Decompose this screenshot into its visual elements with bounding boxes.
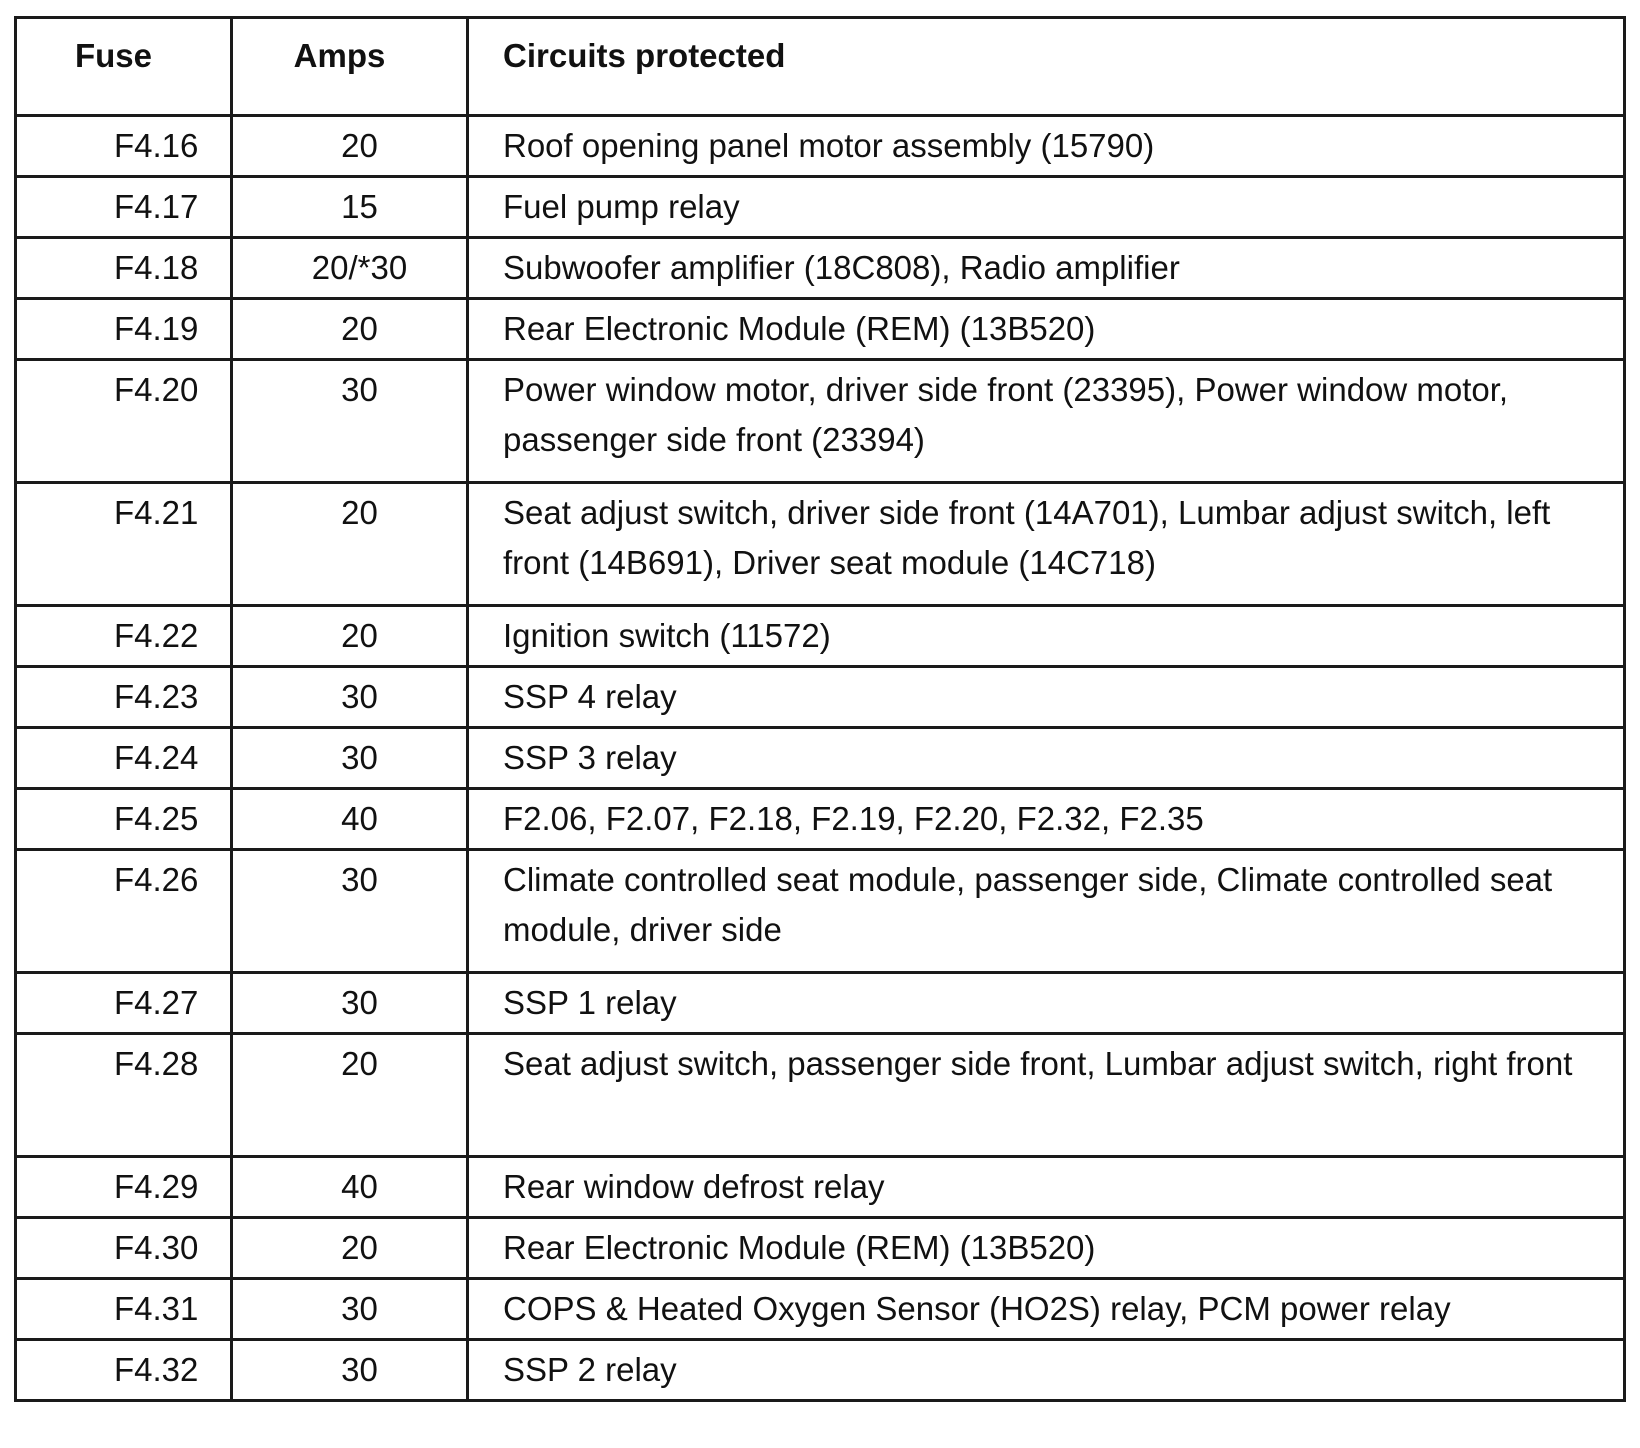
header-row [16, 18, 1625, 116]
cell-circuits: Subwoofer amplifier (18C808), Radio amplifier [468, 238, 1625, 299]
table-row [16, 1340, 1625, 1401]
table-row [16, 850, 1625, 973]
cell-fuse: F4.28 [16, 1034, 232, 1157]
table-row [16, 238, 1625, 299]
cell-amps: 15 [232, 177, 468, 238]
cell-circuits: Seat adjust switch, passenger side front, Lumbar adjust switch, right front [468, 1034, 1625, 1157]
cell-fuse: F4.19 [16, 299, 232, 360]
table-row [16, 299, 1625, 360]
cell-amps: 30 [232, 360, 468, 483]
cell-amps: 30 [232, 973, 468, 1034]
cell-fuse: F4.17 [16, 177, 232, 238]
cell-fuse: F4.20 [16, 360, 232, 483]
cell-circuits: SSP 4 relay [468, 667, 1625, 728]
header-amps: Amps [232, 18, 468, 116]
cell-circuits: COPS & Heated Oxygen Sensor (HO2S) relay, PCM power relay [468, 1279, 1625, 1340]
cell-circuits: Rear Electronic Module (REM) (13B520) [468, 1218, 1625, 1279]
header-fuse: Fuse [16, 18, 232, 116]
cell-fuse: F4.26 [16, 850, 232, 973]
cell-circuits: SSP 2 relay [468, 1340, 1625, 1401]
cell-fuse: F4.21 [16, 483, 232, 606]
cell-amps: 20 [232, 1034, 468, 1157]
cell-fuse: F4.30 [16, 1218, 232, 1279]
cell-amps: 30 [232, 667, 468, 728]
cell-circuits: Climate controlled seat module, passenger side, Climate controlled seat module, driver side [468, 850, 1625, 973]
table-row [16, 667, 1625, 728]
cell-fuse: F4.27 [16, 973, 232, 1034]
cell-amps: 30 [232, 728, 468, 789]
table-row [16, 1157, 1625, 1218]
cell-amps: 20 [232, 116, 468, 177]
table-row [16, 1279, 1625, 1340]
cell-fuse: F4.32 [16, 1340, 232, 1401]
table-row [16, 1218, 1625, 1279]
cell-circuits: Power window motor, driver side front (23395), Power window motor, passenger side front (23394) [468, 360, 1625, 483]
cell-amps: 30 [232, 850, 468, 973]
table-row [16, 116, 1625, 177]
cell-fuse: F4.29 [16, 1157, 232, 1218]
cell-amps: 20 [232, 483, 468, 606]
cell-circuits: Fuel pump relay [468, 177, 1625, 238]
cell-circuits: F2.06, F2.07, F2.18, F2.19, F2.20, F2.32, F2.35 [468, 789, 1625, 850]
table-row [16, 1034, 1625, 1157]
cell-circuits: SSP 3 relay [468, 728, 1625, 789]
cell-fuse: F4.25 [16, 789, 232, 850]
table-row [16, 177, 1625, 238]
header-circuits: Circuits protected [468, 18, 1625, 116]
table-row [16, 360, 1625, 483]
cell-circuits: Seat adjust switch, driver side front (14A701), Lumbar adjust switch, left front (14B691), Driver seat module (14C718) [468, 483, 1625, 606]
cell-fuse: F4.31 [16, 1279, 232, 1340]
table-body [16, 116, 1625, 1401]
cell-circuits: Ignition switch (11572) [468, 606, 1625, 667]
cell-amps: 30 [232, 1340, 468, 1401]
cell-circuits: Roof opening panel motor assembly (15790) [468, 116, 1625, 177]
cell-fuse: F4.24 [16, 728, 232, 789]
table-row [16, 789, 1625, 850]
cell-fuse: F4.23 [16, 667, 232, 728]
table-row [16, 728, 1625, 789]
cell-amps: 40 [232, 789, 468, 850]
cell-circuits: SSP 1 relay [468, 973, 1625, 1034]
table-row [16, 483, 1625, 606]
cell-amps: 20 [232, 606, 468, 667]
cell-amps: 20 [232, 299, 468, 360]
table-row [16, 973, 1625, 1034]
table-row [16, 606, 1625, 667]
cell-amps: 40 [232, 1157, 468, 1218]
cell-amps: 20/*30 [232, 238, 468, 299]
cell-fuse: F4.22 [16, 606, 232, 667]
cell-circuits: Rear window defrost relay [468, 1157, 1625, 1218]
fuse-table [14, 16, 1626, 1402]
cell-fuse: F4.18 [16, 238, 232, 299]
table-header [16, 18, 1625, 116]
cell-amps: 20 [232, 1218, 468, 1279]
cell-fuse: F4.16 [16, 116, 232, 177]
cell-circuits: Rear Electronic Module (REM) (13B520) [468, 299, 1625, 360]
cell-amps: 30 [232, 1279, 468, 1340]
